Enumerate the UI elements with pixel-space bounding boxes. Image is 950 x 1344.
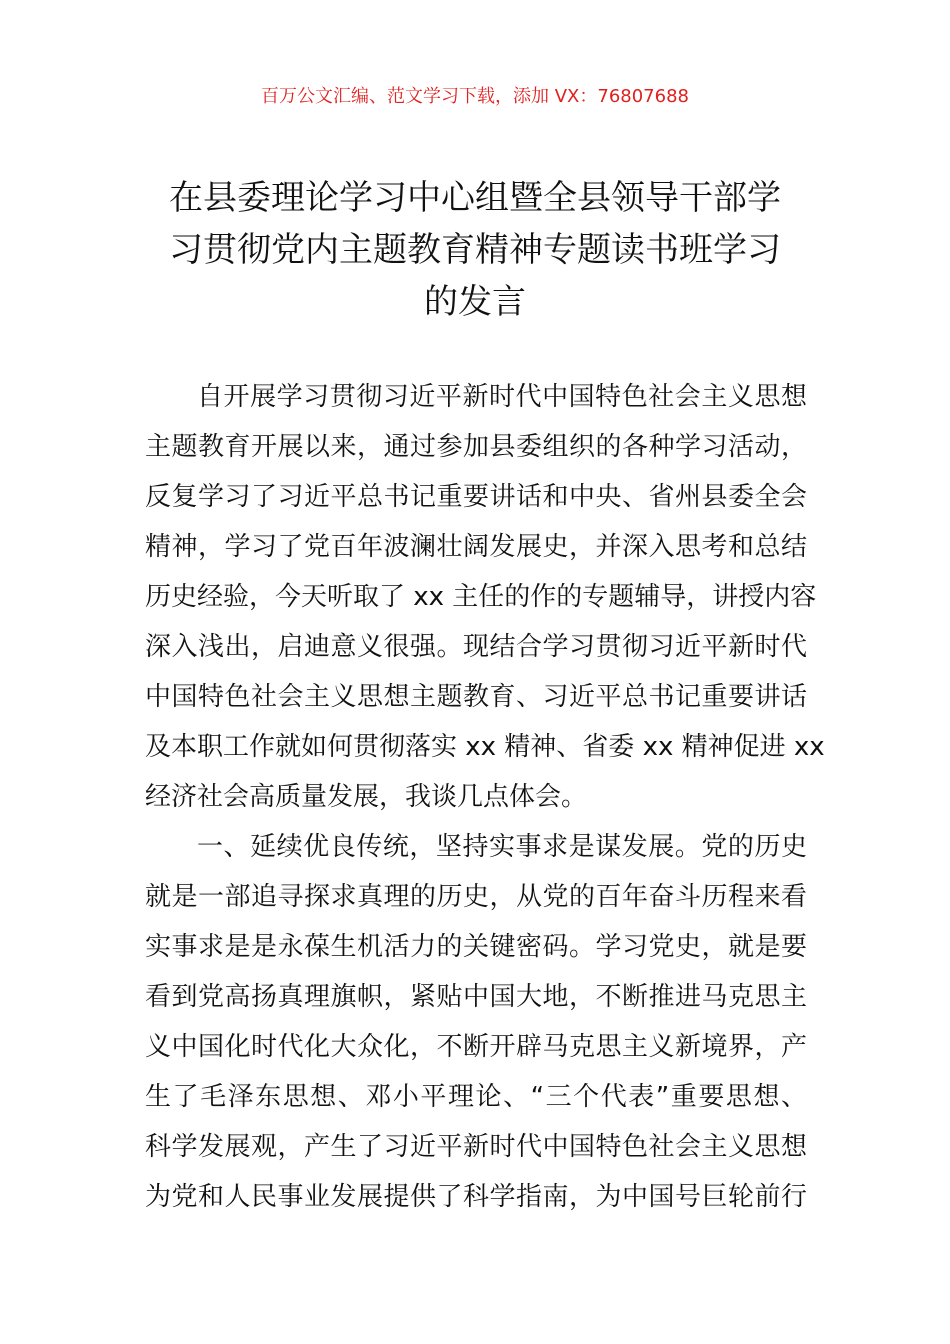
title-line: 在县委理论学习中心组暨全县领导干部学 [169, 178, 781, 218]
body-line: 历史经验，今天听取了 xx 主任的作的专题辅导，讲授内容 [145, 582, 817, 612]
body-line: 深入浅出，启迪意义很强。现结合学习贯彻习近平新时代 [145, 632, 807, 662]
body-line: 反复学习了习近平总书记重要讲话和中央、省州县委全会 [145, 482, 807, 512]
body-line: 自开展学习贯彻习近平新时代中国特色社会主义思想 [197, 382, 807, 412]
title-line: 习贯彻党内主题教育精神专题读书班学习 [169, 230, 781, 270]
body-line: 看到党高扬真理旗帜，紧贴中国大地，不断推进马克思主 [145, 982, 807, 1012]
title-line: 的发言 [424, 282, 526, 322]
body-line: 实事求是是永葆生机活力的关键密码。学习党史，就是要 [145, 932, 807, 962]
body-line: 精神，学习了党百年波澜壮阔发展史，并深入思考和总结 [145, 532, 807, 562]
document-body [145, 372, 825, 1222]
promo-banner: 百万公文汇编、范文学习下载，添加 VX：76807688 [261, 86, 689, 107]
body-line: 为党和人民事业发展提供了科学指南，为中国号巨轮前行 [145, 1182, 807, 1212]
body-line: 就是一部追寻探求真理的历史，从党的百年奋斗历程来看 [145, 882, 807, 912]
body-line: 主题教育开展以来，通过参加县委组织的各种学习活动， [145, 432, 807, 462]
body-line: 中国特色社会主义思想主题教育、习近平总书记重要讲话 [145, 682, 807, 712]
document-title [130, 172, 820, 328]
body-line: 科学发展观，产生了习近平新时代中国特色社会主义思想 [145, 1132, 807, 1162]
body-line: 生了毛泽东思想、邓小平理论、“三个代表”重要思想、 [145, 1082, 807, 1112]
body-line: 及本职工作就如何贯彻落实 xx 精神、省委 xx 精神促进 xx [145, 732, 825, 762]
body-line: 经济社会高质量发展，我谈几点体会。 [145, 782, 588, 812]
body-line: 一、延续优良传统，坚持实事求是谋发展。党的历史 [197, 832, 807, 862]
body-line: 义中国化时代化大众化，不断开辟马克思主义新境界，产 [145, 1032, 807, 1062]
